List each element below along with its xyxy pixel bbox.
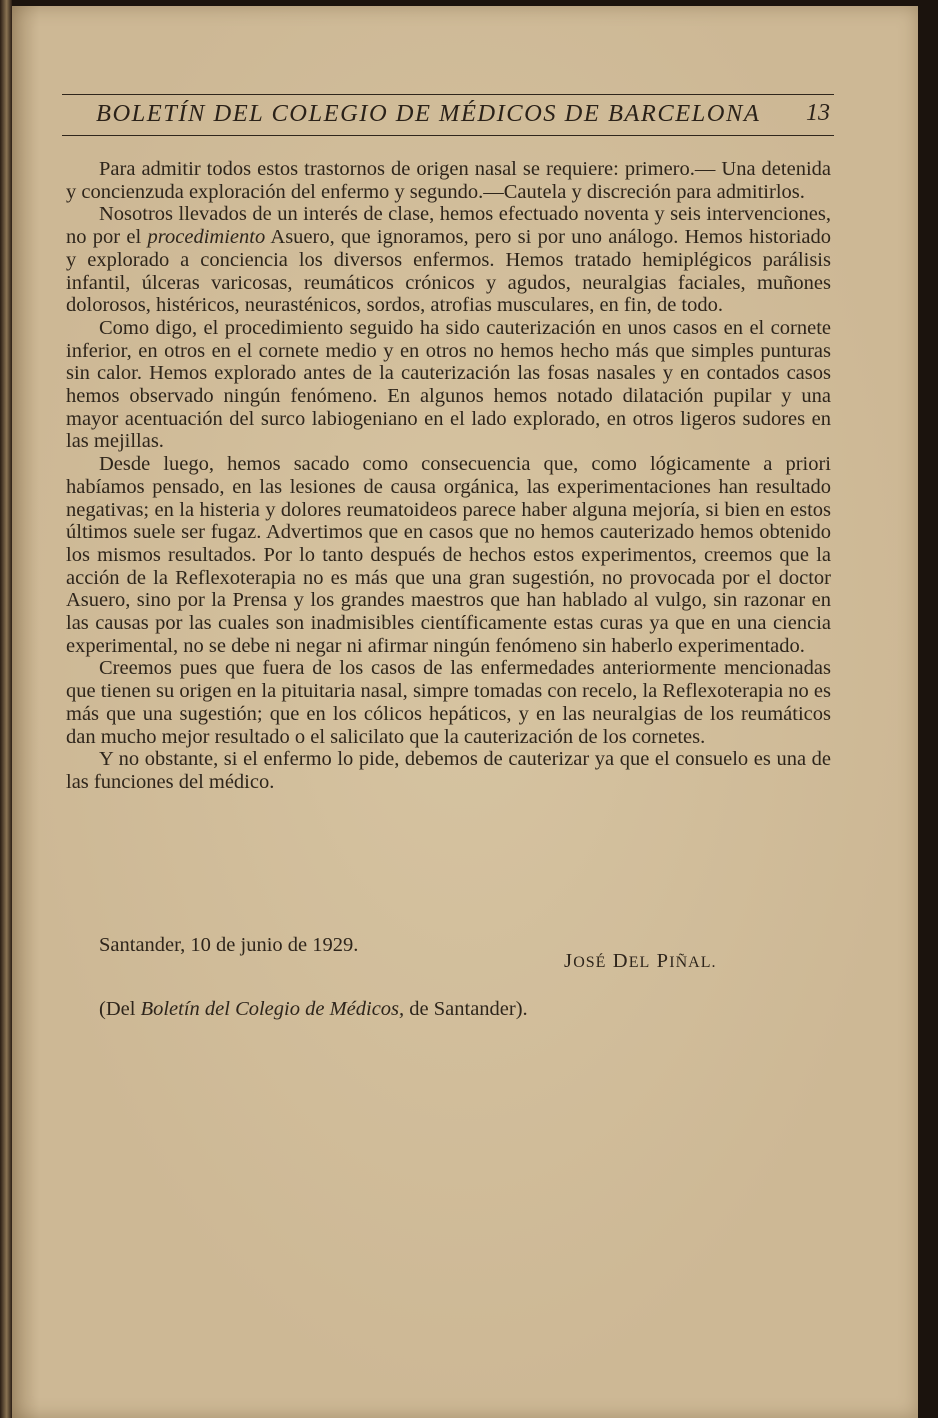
signature-smallcaps-3: IÑAL. bbox=[669, 954, 717, 971]
document-page bbox=[12, 6, 918, 1418]
author-signature bbox=[564, 950, 716, 973]
paragraph-2-italic: procedimiento bbox=[147, 226, 266, 249]
article-body bbox=[66, 158, 831, 794]
paragraph-2 bbox=[66, 203, 831, 317]
source-close: de Santander). bbox=[409, 998, 528, 1020]
page-number: 13 bbox=[806, 100, 830, 126]
signature-initial-1: J bbox=[564, 950, 574, 972]
signature-initial-2: D bbox=[612, 950, 629, 972]
source-citation bbox=[99, 998, 528, 1021]
source-journal-title: Boletín del Colegio de Médicos, bbox=[140, 998, 405, 1020]
paragraph-5: Creemos pues que fuera de los casos de las enfermedades anteriormente mencionadas que tienen su origen en la pituitaria nasal, simpre tomadas con recelo, la Reflexoterapia no es más que una sugestión; que en los cólicos hepáticos, y en las neuralgias de los reumáticos dan mucho mejor resultado o el salicilato que la cauterización de los cornetes. bbox=[66, 657, 831, 748]
dateline: Santander, 10 de junio de 1929. bbox=[99, 934, 359, 956]
source-open: (Del bbox=[99, 998, 136, 1020]
paragraph-1: Para admitir todos estos trastornos de origen nasal se requiere: primero.— Una detenida y concienzuda exploración del enfermo y segundo.—Cautela y discreción para admitirlos. bbox=[66, 158, 831, 203]
paragraph-4: Desde luego, hemos sacado como consecuencia que, como lógicamente a priori habíamos pensado, en las lesiones de causa orgánica, las experimentaciones han resultado negativas; en la histeria y dolores reumatoideos parece haber alguna mejoría, si bien en estos últimos suele ser fugaz. Advertimos que en casos que no hemos cauterizado hemos obtenido los mismos resultados. Por lo tanto después de hechos estos experimentos, creemos que la acción de la Reflexoterapia no es más que una gran sugestión, no provocada por el doctor Asuero, sino por la Prensa y los grandes maestros que han hablado al vulgo, sin razonar en las causas por las cuales son inadmisibles científicamente estas curas ya que en una ciencia experimental, no se debe ni negar ni afirmar ningún fenómeno sin haberlo experimentado. bbox=[66, 453, 831, 657]
paragraph-6: Y no obstante, si el enfermo lo pide, debemos de cauterizar ya que el consuelo es una de las funciones del médico. bbox=[66, 748, 831, 793]
header-title: BOLETÍN DEL COLEGIO DE MÉDICOS DE BARCELONA bbox=[96, 100, 761, 127]
paragraph-2-start: Nosotros llevados de un interés de clase, hemos efectuado noventa y seis intervenciones, no por el bbox=[66, 203, 831, 249]
book-binding-edge bbox=[0, 0, 12, 1418]
running-header bbox=[62, 94, 834, 136]
signature-initial-3: P bbox=[656, 950, 670, 972]
paragraph-2-end: Asuero, que ignoramos, pero si por uno análogo. Hemos historiado y explorado a conciencia los diversos enfermos. Hemos tratado hemiplégicos parálisis infantil, úlceras varicosas, reumáticos crónicos y agudos, neuralgias faciales, muñones dolorosos, histéricos, neurasténicos, sordos, atrofias musculares, en fin, de todo. bbox=[66, 226, 831, 317]
signature-smallcaps-1: OSÉ bbox=[573, 954, 607, 971]
signature-smallcaps-2: EL bbox=[628, 954, 651, 971]
paragraph-3: Como digo, el procedimiento seguido ha sido cauterización en unos casos en el cornete inferior, en otros en el cornete medio y en otros no hemos hecho más que simples punturas sin calor. Hemos explorado antes de la cauterización las fosas nasales y en contados casos hemos observado ningún fenómeno. En algunos hemos notado dilatación pupilar y una mayor acentuación del surco labiogeniano en el lado explorado, en otros ligeros sudores en las mejillas. bbox=[66, 316, 831, 453]
